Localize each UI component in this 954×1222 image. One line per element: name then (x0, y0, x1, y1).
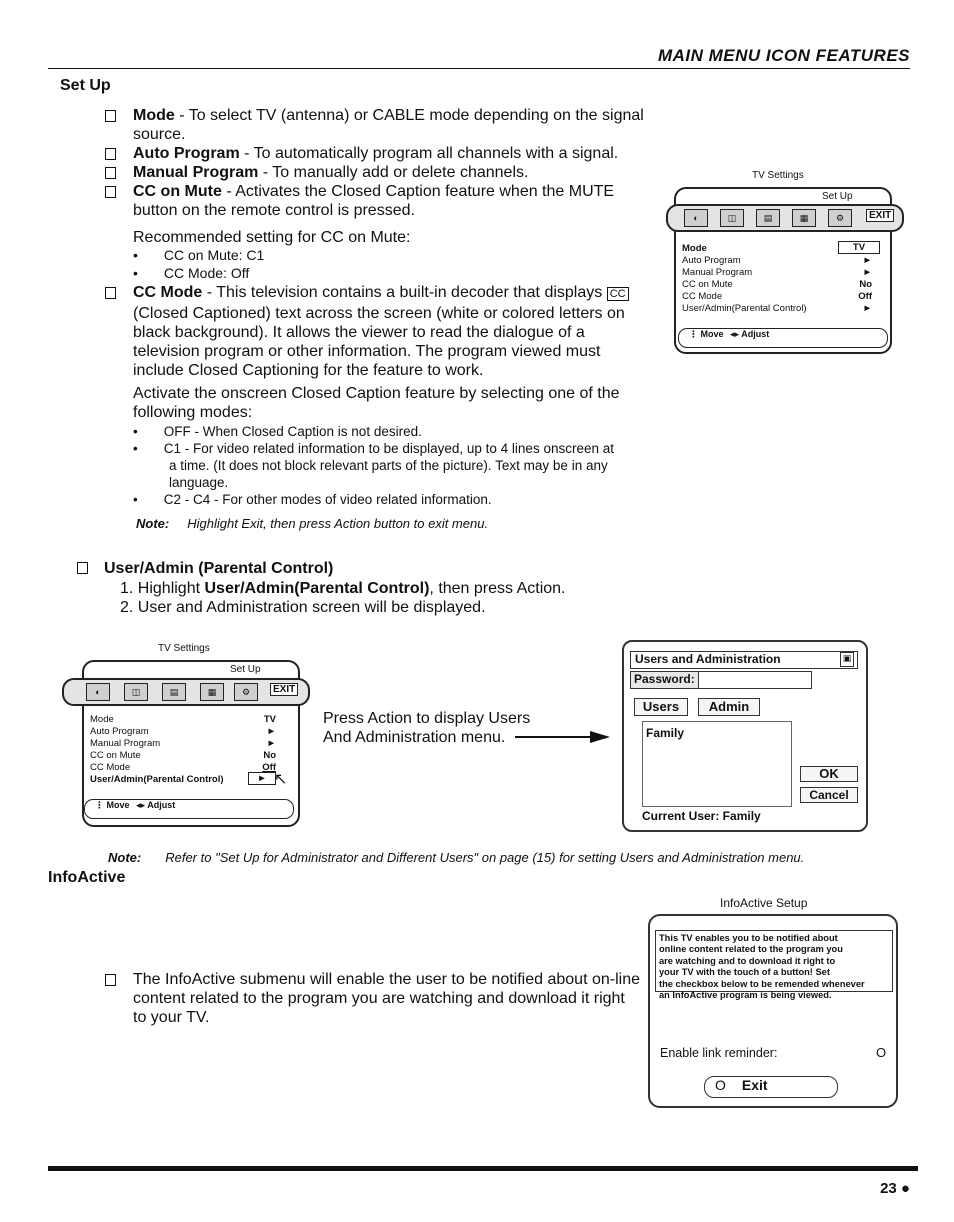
menu-row-value: TV (263, 714, 276, 725)
cc-badge: CC (607, 287, 629, 301)
timer-icon[interactable]: ▤ (162, 683, 186, 701)
close-icon[interactable]: ▣ (840, 652, 854, 667)
timer-icon[interactable]: ▤ (756, 209, 780, 227)
checkbox-icon (105, 148, 116, 160)
menu-icon-strip[interactable] (62, 678, 310, 706)
users-admin-screen (622, 640, 868, 832)
useradmin-step-2: 2. User and Administration screen will be displayed. (120, 599, 486, 616)
pointer-cursor-icon: ↖ (274, 771, 288, 788)
menu-row-label[interactable]: Auto Program (682, 255, 741, 266)
users-tab[interactable]: Users (634, 698, 688, 716)
menu-row-label-selected[interactable]: User/Admin(Parental Control) (90, 774, 224, 785)
page-number: 23 ● (880, 1180, 910, 1197)
checkbox-icon (105, 110, 116, 122)
password-field[interactable]: Password: (630, 671, 812, 689)
tv-settings-menu-bottom (62, 641, 312, 831)
menu-row-value: ► (266, 738, 276, 749)
exit-button[interactable]: O Exit (704, 1076, 838, 1098)
activate-line-1: Activate the onscreen Closed Caption feature by selecting one of the (133, 385, 620, 402)
menu-row-label[interactable]: CC on Mute (682, 279, 733, 290)
setup-icon[interactable]: ⚙ (234, 683, 258, 701)
mode-item-cont: a time. (It does not block relevant parts of the picture). Text may be in any (169, 458, 608, 473)
menu-tab-label: Set Up (822, 191, 853, 202)
menu-icon-strip[interactable] (666, 204, 904, 232)
infoactive-caption: InfoActive Setup (720, 896, 808, 910)
reminder-checkbox[interactable]: O (876, 1045, 887, 1060)
menu-caption: TV Settings (158, 643, 210, 654)
picture-icon[interactable]: ◐ (684, 209, 708, 227)
checkbox-icon (105, 167, 116, 179)
menu-row-value: Off (262, 762, 276, 773)
lock-icon[interactable]: ▦ (200, 683, 224, 701)
setup-heading: Set Up (60, 77, 111, 94)
setup-item-manual-program: Manual Program - To manually add or delete channels. (105, 163, 665, 182)
setup-note: Note: Highlight Exit, then press Action button to exit menu. (136, 516, 489, 531)
lock-icon[interactable]: ▦ (792, 209, 816, 227)
menu-row-label[interactable]: CC on Mute (90, 750, 141, 761)
arrow-line (515, 736, 591, 738)
exit-button[interactable]: EXIT (270, 683, 298, 696)
mode-item-cont: language. (169, 475, 229, 490)
menu-row-label[interactable]: CC Mode (90, 762, 131, 773)
checkbox-icon (77, 562, 88, 574)
menu-row-label[interactable]: CC Mode (682, 291, 723, 302)
press-action-line-1: Press Action to display Users (323, 710, 531, 727)
menu-row-value: ► (862, 303, 872, 314)
menu-row-value: Off (858, 291, 872, 302)
infoactive-message: This TV enables you to be notified about online content related to the program you are watching and to download it right to your TV with the touch of a button! Set the checkbox below to be remended whenever an InfoActive program is being viewed. (655, 930, 893, 992)
recommended-intro: Recommended setting for CC on Mute: (133, 229, 411, 246)
menu-row-value-selected[interactable]: ► (248, 772, 276, 785)
header-rule (48, 68, 910, 69)
menu-row-value: ► (862, 267, 872, 278)
press-action-line-2: And Administration menu. (323, 729, 506, 746)
infoactive-screen (648, 914, 898, 1108)
menu-row-value: ► (862, 255, 872, 266)
menu-row-value: No (859, 279, 872, 290)
tv-settings-menu-top (666, 170, 906, 360)
checkbox-icon (105, 974, 116, 986)
setup-item-mode: Mode - To select TV (antenna) or CABLE mode depending on the signal source. (105, 106, 665, 144)
page-section-title: MAIN MENU ICON FEATURES (657, 46, 910, 65)
current-user-label: Current User: Family (642, 809, 761, 823)
infoactive-heading: InfoActive (48, 869, 126, 886)
setup-item-auto-program: Auto Program - To automatically program all channels with a signal. (105, 144, 665, 163)
menu-tab-label: Set Up (230, 664, 261, 675)
menu-hint-bar: ⋮ Move ◂▸ Adjust (678, 328, 888, 348)
mode-item: • C2 - C4 - For other modes of video related information. (133, 492, 492, 507)
audio-icon[interactable]: ◫ (720, 209, 744, 227)
menu-row-label[interactable]: Mode (90, 714, 114, 725)
menu-hint-bar: ⋮ Move ◂▸ Adjust (84, 799, 294, 819)
users-admin-titlebar: Users and Administration ▣ (630, 651, 858, 669)
menu-caption: TV Settings (752, 170, 804, 181)
menu-row-label[interactable]: Manual Program (682, 267, 753, 278)
admin-tab[interactable]: Admin (698, 698, 760, 716)
reminder-label: Enable link reminder: (660, 1046, 778, 1060)
mode-item: • C1 - For video related information to be displayed, up to 4 lines onscreen at (133, 441, 614, 456)
checkbox-icon (105, 287, 116, 299)
menu-row-value: ► (266, 726, 276, 737)
footer-rule (48, 1166, 918, 1171)
menu-row-label[interactable]: Manual Program (90, 738, 161, 749)
setup-icon[interactable]: ⚙ (828, 209, 852, 227)
useradmin-note: Note: Refer to "Set Up for Administrator and Different Users" on page (15) for setting Users and Administration menu. (108, 850, 805, 865)
picture-icon[interactable]: ◐ (86, 683, 110, 701)
setup-item-cc-on-mute: CC on Mute - Activates the Closed Caption feature when the MUTE button on the remote control is pressed. (105, 182, 665, 220)
cancel-button[interactable]: Cancel (800, 787, 858, 803)
mode-item: • OFF - When Closed Caption is not desired. (133, 424, 422, 439)
recommended-item: • CC on Mute: C1 (133, 247, 265, 263)
checkbox-icon (105, 186, 116, 198)
user-list-item[interactable]: Family (646, 726, 685, 740)
exit-button[interactable]: EXIT (866, 209, 894, 222)
audio-icon[interactable]: ◫ (124, 683, 148, 701)
ok-button[interactable]: OK (800, 766, 858, 782)
useradmin-step-1: 1. Highlight User/Admin(Parental Control), then press Action. (120, 580, 566, 597)
arrow-right-icon (590, 731, 610, 743)
menu-row-label[interactable]: Mode (682, 243, 707, 254)
menu-row-value: No (263, 750, 276, 761)
user-list[interactable] (642, 721, 792, 807)
useradmin-heading: User/Admin (Parental Control) (77, 560, 333, 578)
setup-item-cc-mode: CC Mode - This television contains a built-in decoder that displays CC (Closed Captioned) text across the screen (white or colored letters on black background). It allows the viewer to read the dialogue of a television program or other information. The program viewed must include Closed Captioning for the feature to work. (105, 283, 645, 380)
menu-row-label[interactable]: User/Admin(Parental Control) (682, 303, 807, 314)
infoactive-description: The InfoActive submenu will enable the user to be notified about on-line content related to the program you are watching and download it right to your TV. (105, 970, 645, 1027)
activate-line-2: following modes: (133, 404, 253, 421)
recommended-item: • CC Mode: Off (133, 265, 250, 281)
menu-row-value[interactable]: TV (838, 241, 880, 254)
menu-row-label[interactable]: Auto Program (90, 726, 149, 737)
